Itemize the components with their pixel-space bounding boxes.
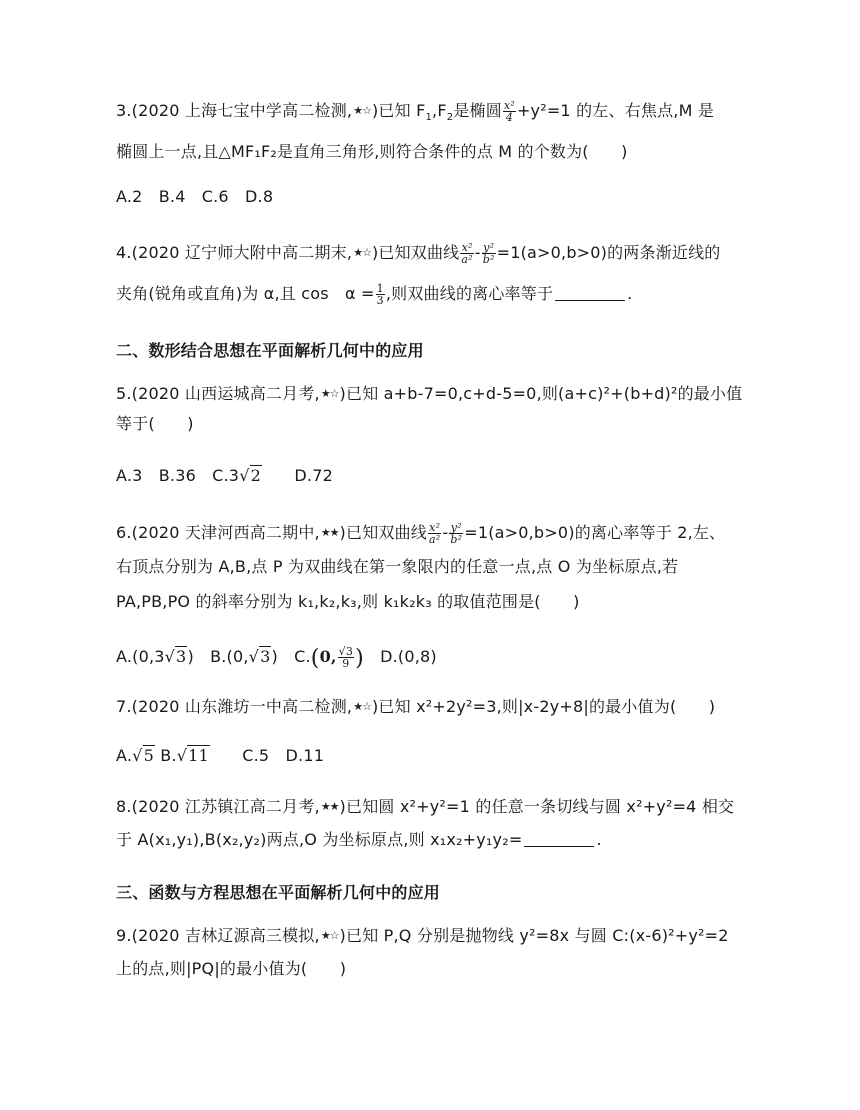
q8-line1: 8.(2020 江苏镇江高二月考,★★)已知圆 x²+y²=1 的任意一条切线与圆 x²+y²=4 相交 — [116, 797, 735, 816]
q6-source: 6.(2020 天津河西高二期中, — [116, 523, 320, 542]
q6-line2: 右顶点分别为 A,B,点 P 为双曲线在第一象限内的任意一点,点 O 为坐标原点,若 — [116, 557, 679, 576]
q9-source: 9.(2020 吉林辽源高三模拟, — [116, 926, 320, 945]
section-heading: 三、函数与方程思想在平面解析几何中的应用 — [116, 883, 441, 902]
answer-blank[interactable] — [555, 286, 625, 301]
q3-options: A.2 B.4 C.6 D.8 — [116, 187, 274, 206]
q9-line2: 上的点,则|PQ|的最小值为( ) — [116, 959, 347, 978]
q6-line3: PA,PB,PO 的斜率分别为 k₁,k₂,k₃,则 k₁k₂k₃ 的取值范围是( ) — [116, 592, 580, 611]
difficulty-stars-icon: ★★ — [320, 800, 339, 813]
q4-line2: 夹角(锐角或直角)为 α,且 cos α = $\frac{1}{3}$ ,则双曲线的离心率等于 . — [116, 282, 633, 307]
sqrt: √11 — [176, 746, 209, 765]
fraction: $\frac{\text{x²}}{4}$ — [503, 99, 515, 124]
q3-line1: 3.(2020 上海七宝中学高二检测,★☆)已知 $F_1,F_2$是椭圆 $\frac{\text{x²}}{4}$ +y²=1 的左、右焦点,M 是 — [116, 99, 715, 124]
q5-line2: 等于( ) — [116, 414, 194, 433]
q7-source: 7.(2020 山东潍坊一中高二检测, — [116, 697, 353, 716]
sqrt: √3 — [248, 647, 271, 666]
difficulty-stars-icon: ★☆ — [353, 246, 371, 259]
q4-line1: 4.(2020 辽宁师大附中高二期末,★☆)已知双曲线 $\frac{\text{x²}}{\text{a²}}$ - $\frac{\text{y²}}{\text{b²}}$ =1(a>0,b>0)的两条渐近线的 — [116, 241, 721, 266]
fraction: $\frac{\text{y²}}{\text{b²}}$ — [482, 241, 495, 266]
difficulty-stars-icon: ★☆ — [353, 104, 371, 117]
fraction: $\frac{\text{x²}}{\text{a²}}$ — [461, 241, 473, 266]
sqrt: √3 — [164, 647, 187, 666]
sqrt: √5 — [132, 746, 154, 765]
difficulty-stars-icon: ★☆ — [353, 700, 371, 713]
difficulty-stars-icon: ★★ — [320, 526, 339, 539]
q6-options: A.(0,3√3) B.(0,√3) C.(0, $\frac{√3}{9}$ ) D.(0,8) — [116, 645, 437, 671]
difficulty-stars-icon: ★☆ — [320, 387, 339, 400]
fraction: $\frac{\text{x²}}{\text{a²}}$ — [429, 521, 441, 546]
q4-source: 4.(2020 辽宁师大附中高二期末, — [116, 243, 353, 262]
q3-source: 3.(2020 上海七宝中学高二检测, — [116, 101, 353, 120]
fraction: $\frac{\text{y²}}{\text{b²}}$ — [450, 521, 463, 546]
q9-line1: 9.(2020 吉林辽源高三模拟,★☆)已知 P,Q 分别是抛物线 y²=8x 与圆 C:(x-6)²+y²=2 — [116, 926, 729, 945]
q8-line2: 于 A(x₁,y₁),B(x₂,y₂)两点,O 为坐标原点,则 x₁x₂+y₁y₂= . — [116, 830, 602, 849]
q7-options: A.√5 B.√11 C.5 D.11 — [116, 746, 325, 765]
q3-line2: 椭圆上一点,且△MF₁F₂是直角三角形,则符合条件的点 M 的个数为( ) — [116, 142, 628, 161]
answer-blank[interactable] — [524, 832, 594, 847]
q8-source: 8.(2020 江苏镇江高二月考, — [116, 797, 320, 816]
q7-line1: 7.(2020 山东潍坊一中高二检测,★☆)已知 x²+2y²=3,则|x-2y+8|的最小值为( ) — [116, 697, 716, 716]
q6-line1: 6.(2020 天津河西高二期中,★★)已知双曲线 $\frac{\text{x²}}{\text{a²}}$ - $\frac{\text{y²}}{\text{b²}}$ =1(a>0,b>0)的离心率等于 2,左、 — [116, 521, 726, 546]
q5-options: A.3 B.36 C.3√2 D.72 — [116, 466, 333, 485]
fraction: $\frac{1}{3}$ — [376, 282, 384, 307]
fraction: $\frac{√3}{9}$ — [338, 645, 354, 670]
section-heading: 二、数形结合思想在平面解析几何中的应用 — [116, 341, 424, 360]
q5-source: 5.(2020 山西运城高二月考, — [116, 384, 320, 403]
sqrt: √2 — [239, 466, 261, 485]
difficulty-stars-icon: ★☆ — [320, 929, 339, 942]
q5-line1: 5.(2020 山西运城高二月考,★☆)已知 a+b-7=0,c+d-5=0,则(a+c)²+(b+d)²的最小值 — [116, 384, 743, 403]
